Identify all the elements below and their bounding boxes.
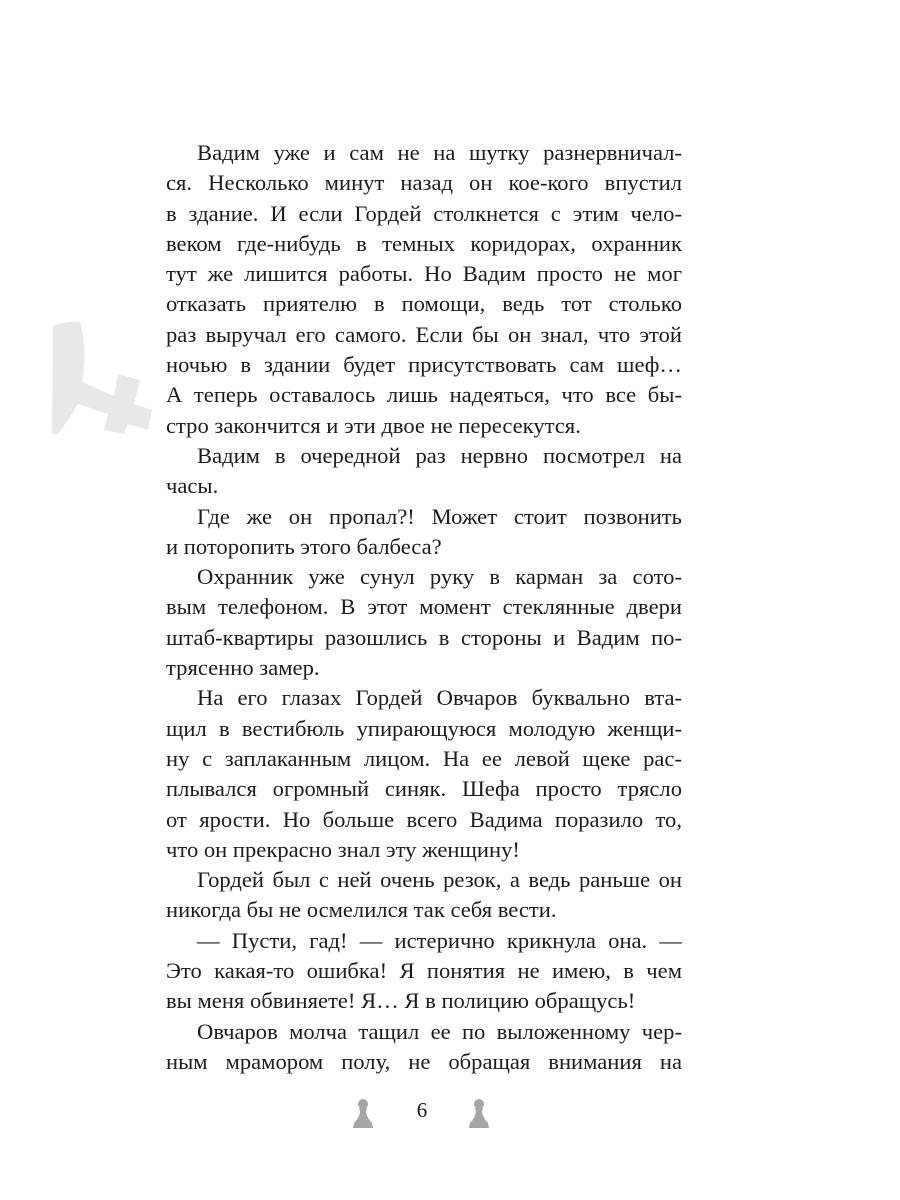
text-line: в здание. И если Гордей столкнется с этим чело- [166, 200, 682, 226]
text-line: веком где-нибудь в темных коридорах, охранник [166, 230, 682, 256]
page-body-text [166, 138, 682, 1077]
text-line: раз выручал его самого. Если бы он знал, что этой [166, 321, 682, 347]
chess-king-fragment-icon [48, 318, 152, 434]
pawn-icon [468, 1098, 490, 1128]
text-line: от ярости. Но больше всего Вадима поразило то, [166, 806, 682, 832]
text-line: стро закончится и эти двое не пересекутся. [166, 412, 581, 438]
text-line: Овчаров молча тащил ее по выложенному чер- [197, 1018, 682, 1044]
text-line: Охранник уже сунул руку в карман за сото- [197, 564, 682, 590]
pawn-icon [352, 1098, 374, 1128]
text-line: трясенно замер. [166, 655, 320, 681]
text-line: — Пусти, гад! — истерично крикнула она. — [197, 927, 682, 953]
text-line: штаб-квартиры разошлись в стороны и Вадим по- [166, 624, 682, 650]
text-line: Вадим уже и сам не на шутку разнервничал- [197, 140, 682, 165]
page-footer [0, 1096, 900, 1132]
text-line: тут же лишится работы. Но Вадим просто не мог [166, 261, 682, 287]
text-line: вы меня обвиняете! Я… Я в полицию обращусь! [166, 988, 636, 1014]
text-line: На его глазах Гордей Овчаров буквально вта- [197, 685, 682, 711]
text-line: отказать приятелю в помощи, ведь тот столько [166, 291, 682, 317]
text-line: щил в вестибюль упирающуюся молодую женщи- [166, 715, 682, 741]
text-line: ну с заплаканным лицом. На ее левой щеке рас- [166, 745, 682, 771]
text-line: что он прекрасно знал эту женщину! [166, 836, 520, 862]
text-line: ным мрамором полу, не обращая внимания на [166, 1048, 682, 1074]
text-line: Где же он пропал?! Может стоит позвонить [197, 503, 682, 529]
text-line: Это какая-то ошибка! Я понятия не имею, в чем [166, 958, 682, 984]
page-number: 6 [416, 1098, 428, 1122]
text-line: вым телефоном. В этот момент стеклянные двери [166, 594, 682, 620]
text-line: ночью в здании будет присутствовать сам шеф… [166, 352, 682, 378]
text-line: никогда бы не осмелился так себя вести. [166, 897, 557, 923]
text-line: Гордей был с ней очень резок, а ведь раньше он [197, 867, 682, 893]
text-line: Вадим в очередной раз нервно посмотрел на [197, 442, 682, 468]
text-line: часы. [166, 473, 219, 499]
text-line: и поторопить этого балбеса? [166, 533, 442, 559]
text-line: А теперь оставалось лишь надеяться, что все бы- [166, 382, 682, 408]
text-line: ся. Несколько минут назад он кое-кого впустил [166, 170, 682, 196]
text-line: плывался огромный синяк. Шефа просто трясло [166, 776, 682, 802]
